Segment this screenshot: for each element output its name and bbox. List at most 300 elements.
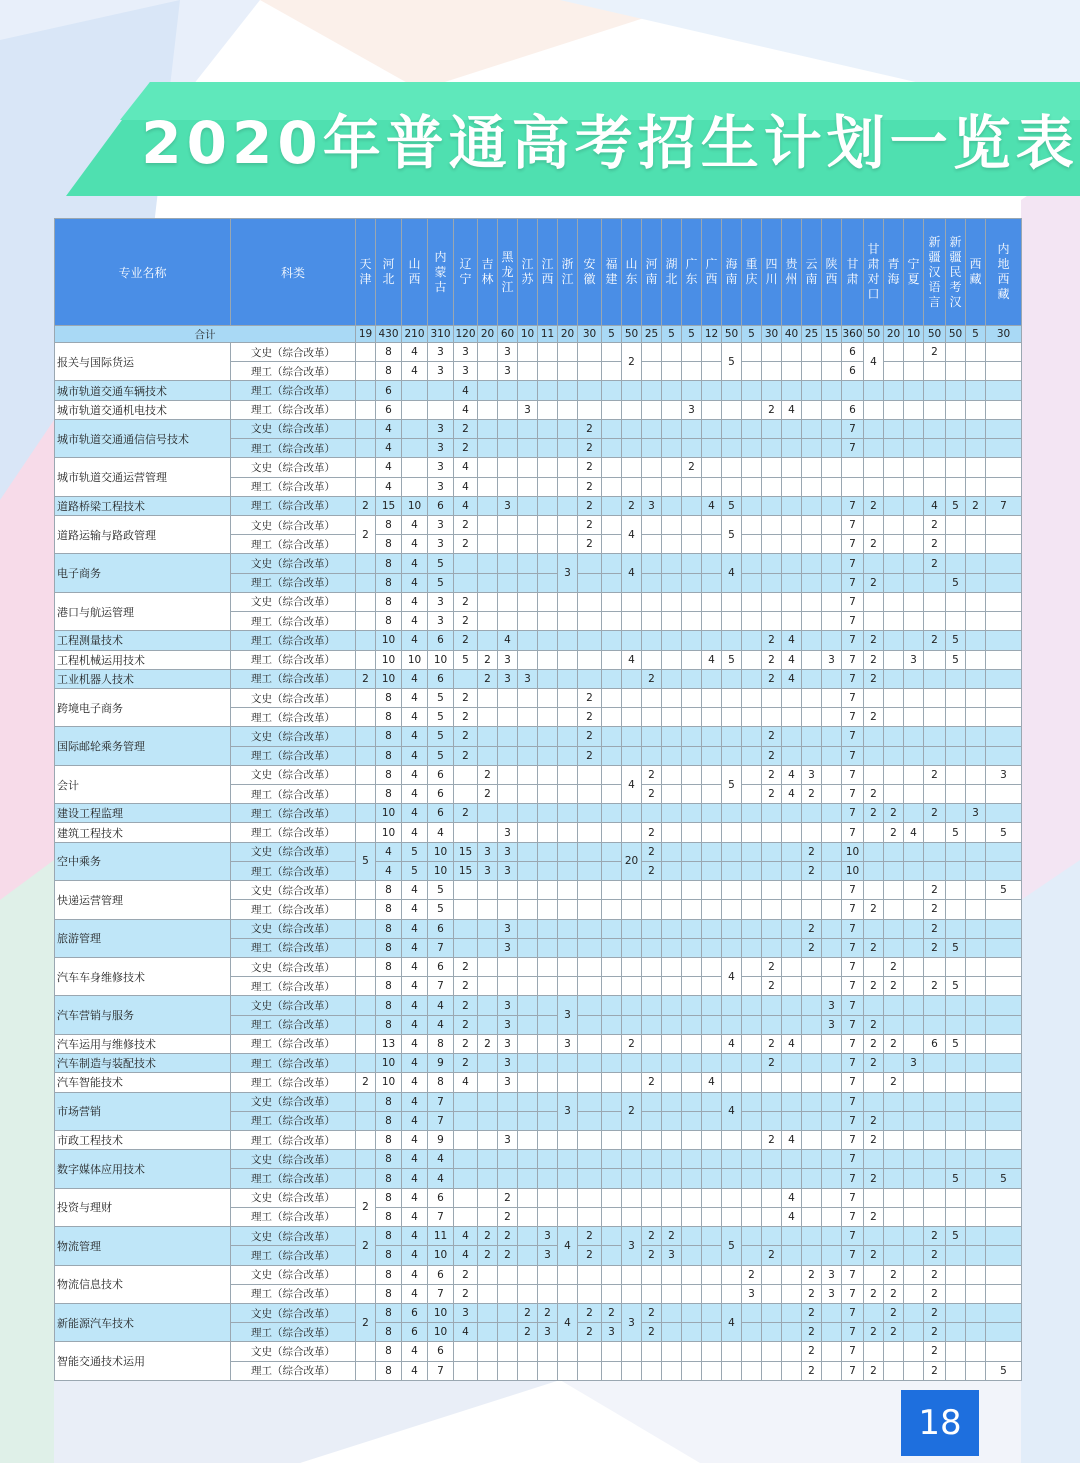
plan-cell	[702, 535, 722, 554]
plan-cell	[802, 804, 822, 823]
plan-cell: 7	[842, 669, 864, 688]
plan-cell	[986, 746, 1022, 765]
plan-cell	[782, 1150, 802, 1169]
plan-cell: 6	[428, 631, 454, 650]
plan-cell	[642, 477, 662, 496]
plan-cell	[966, 439, 986, 458]
plan-cell	[966, 746, 986, 765]
plan-cell	[558, 861, 578, 880]
plan-cell: 4	[402, 631, 428, 650]
plan-cell	[924, 1169, 946, 1188]
plan-cell	[946, 1303, 966, 1322]
plan-cell: 8	[376, 746, 402, 765]
plan-cell: 15	[454, 861, 478, 880]
plan-cell	[356, 688, 376, 707]
plan-cell	[946, 996, 966, 1015]
plan-cell	[622, 1169, 642, 1188]
plan-cell	[602, 1073, 622, 1092]
major-name: 工程机械运用技术	[55, 650, 231, 669]
plan-cell: 5	[986, 823, 1022, 842]
plan-cell: 3	[454, 343, 478, 362]
plan-cell: 6	[924, 1034, 946, 1053]
plan-cell: 4	[702, 1073, 722, 1092]
plan-cell	[822, 1188, 842, 1207]
plan-cell: 2	[762, 1054, 782, 1073]
plan-cell	[478, 1150, 498, 1169]
plan-cell	[986, 688, 1022, 707]
plan-cell	[578, 804, 602, 823]
plan-cell	[602, 362, 622, 381]
plan-cell	[518, 496, 538, 515]
plan-cell	[904, 1130, 924, 1149]
plan-cell: 4	[622, 515, 642, 553]
plan-cell: 3	[558, 554, 578, 592]
plan-cell	[822, 496, 842, 515]
plan-cell	[356, 631, 376, 650]
plan-cell	[762, 1265, 782, 1284]
plan-cell	[602, 592, 622, 611]
plan-cell	[478, 343, 498, 362]
subject-type: 理工（综合改革）	[231, 362, 356, 381]
plan-cell: 7	[842, 804, 864, 823]
plan-cell	[904, 881, 924, 900]
plan-cell	[762, 381, 782, 400]
plan-cell: 4	[402, 592, 428, 611]
plan-cell: 4	[402, 535, 428, 554]
plan-cell	[924, 612, 946, 631]
plan-cell	[986, 592, 1022, 611]
plan-cell: 6	[428, 785, 454, 804]
plan-cell	[802, 1111, 822, 1130]
plan-cell	[682, 1246, 702, 1265]
plan-cell: 2	[578, 477, 602, 496]
plan-cell: 10	[376, 650, 402, 669]
plan-cell	[722, 727, 742, 746]
plan-cell	[966, 938, 986, 957]
plan-cell	[946, 727, 966, 746]
plan-cell: 8	[376, 727, 402, 746]
plan-cell	[602, 1284, 622, 1303]
plan-cell: 2	[578, 419, 602, 438]
total-cell: 50	[924, 326, 946, 343]
plan-cell: 5	[722, 515, 742, 553]
plan-cell	[662, 362, 682, 381]
plan-cell	[702, 1361, 722, 1380]
plan-cell	[602, 996, 622, 1015]
plan-cell	[642, 1015, 662, 1034]
plan-cell	[986, 1150, 1022, 1169]
plan-cell	[782, 496, 802, 515]
plan-cell	[946, 515, 966, 534]
total-cell: 12	[702, 326, 722, 343]
plan-cell: 4	[782, 1207, 802, 1226]
plan-cell	[924, 727, 946, 746]
plan-cell	[622, 996, 642, 1015]
plan-cell	[782, 1361, 802, 1380]
plan-cell	[498, 554, 518, 573]
plan-cell	[742, 650, 762, 669]
plan-cell: 3	[904, 1054, 924, 1073]
plan-cell	[904, 785, 924, 804]
plan-cell	[642, 343, 662, 362]
plan-cell	[782, 881, 802, 900]
plan-cell	[966, 1054, 986, 1073]
plan-cell	[478, 1073, 498, 1092]
subject-type: 理工（综合改革）	[231, 477, 356, 496]
plan-cell	[602, 1034, 622, 1053]
plan-cell: 2	[924, 554, 946, 573]
plan-cell: 3	[802, 765, 822, 784]
plan-cell	[904, 1207, 924, 1226]
plan-cell: 4	[722, 1034, 742, 1053]
plan-cell	[986, 1111, 1022, 1130]
plan-cell	[498, 419, 518, 438]
plan-cell	[356, 938, 376, 957]
plan-cell	[762, 592, 782, 611]
plan-cell	[966, 573, 986, 592]
subject-type: 理工（综合改革）	[231, 1054, 356, 1073]
major-name: 工程测量技术	[55, 631, 231, 650]
plan-cell: 2	[924, 1246, 946, 1265]
plan-cell	[802, 1150, 822, 1169]
plan-cell	[538, 535, 558, 554]
plan-cell: 6	[428, 1342, 454, 1361]
plan-cell: 2	[802, 919, 822, 938]
plan-cell	[622, 1361, 642, 1380]
plan-cell: 2	[864, 650, 884, 669]
plan-cell: 3	[454, 362, 478, 381]
plan-cell: 2	[622, 1092, 642, 1130]
plan-cell	[986, 554, 1022, 573]
plan-cell	[538, 496, 558, 515]
plan-cell	[822, 631, 842, 650]
plan-cell	[924, 419, 946, 438]
plan-cell	[578, 1034, 602, 1053]
plan-cell: 2	[924, 900, 946, 919]
plan-cell: 7	[842, 496, 864, 515]
plan-cell	[904, 1227, 924, 1246]
plan-cell	[722, 1361, 742, 1380]
plan-cell: 2	[924, 977, 946, 996]
plan-cell	[356, 823, 376, 842]
plan-cell	[782, 861, 802, 880]
plan-cell	[924, 1130, 946, 1149]
plan-cell	[802, 343, 822, 362]
header-province: 甘肃	[842, 219, 864, 326]
major-name: 物流信息技术	[55, 1265, 231, 1303]
plan-cell	[662, 458, 682, 477]
plan-cell	[602, 573, 622, 592]
plan-cell	[478, 573, 498, 592]
plan-cell	[702, 343, 722, 362]
plan-cell: 2	[742, 1265, 762, 1284]
plan-cell: 3	[986, 765, 1022, 784]
plan-cell	[742, 419, 762, 438]
plan-cell	[642, 419, 662, 438]
plan-cell	[642, 1130, 662, 1149]
plan-cell	[622, 439, 642, 458]
plan-cell	[558, 688, 578, 707]
plan-cell: 4	[402, 1092, 428, 1111]
plan-cell: 2	[802, 1303, 822, 1322]
plan-cell: 4	[402, 1130, 428, 1149]
plan-cell	[682, 1265, 702, 1284]
plan-cell: 10	[376, 804, 402, 823]
plan-cell	[966, 861, 986, 880]
plan-cell: 2	[924, 881, 946, 900]
header-province: 新疆民考汉	[946, 219, 966, 326]
plan-cell	[682, 1227, 702, 1246]
plan-cell	[822, 823, 842, 842]
plan-cell	[884, 785, 904, 804]
plan-cell: 8	[376, 900, 402, 919]
plan-cell	[986, 1342, 1022, 1361]
plan-cell	[498, 400, 518, 419]
subject-type: 理工（综合改革）	[231, 1073, 356, 1092]
plan-cell	[802, 458, 822, 477]
plan-cell	[662, 1092, 682, 1111]
plan-cell	[762, 919, 782, 938]
plan-cell	[454, 1342, 478, 1361]
plan-cell	[602, 861, 622, 880]
plan-cell	[782, 842, 802, 861]
plan-cell	[602, 554, 622, 573]
plan-cell: 4	[428, 1015, 454, 1034]
plan-cell	[518, 1188, 538, 1207]
plan-cell	[682, 343, 702, 362]
plan-cell	[924, 669, 946, 688]
table-row	[55, 650, 1022, 669]
plan-cell	[622, 823, 642, 842]
plan-cell: 4	[402, 1246, 428, 1265]
plan-cell	[802, 362, 822, 381]
plan-cell	[802, 515, 822, 534]
plan-cell: 4	[402, 823, 428, 842]
plan-cell	[498, 1265, 518, 1284]
plan-cell: 7	[842, 554, 864, 573]
plan-cell: 4	[402, 1111, 428, 1130]
plan-cell	[682, 1303, 702, 1322]
plan-cell	[682, 1169, 702, 1188]
plan-cell	[622, 708, 642, 727]
plan-cell: 2	[454, 515, 478, 534]
header-province: 青海	[884, 219, 904, 326]
plan-cell	[478, 996, 498, 1015]
plan-cell	[966, 669, 986, 688]
plan-cell	[356, 1361, 376, 1380]
plan-cell	[518, 881, 538, 900]
plan-cell: 8	[376, 977, 402, 996]
plan-cell	[518, 708, 538, 727]
plan-cell	[682, 938, 702, 957]
plan-cell	[802, 573, 822, 592]
plan-cell	[538, 881, 558, 900]
page-number: 18	[901, 1390, 979, 1456]
plan-cell	[662, 1303, 682, 1322]
plan-cell	[662, 554, 682, 573]
plan-cell	[538, 1207, 558, 1226]
plan-cell	[884, 439, 904, 458]
total-cell: 310	[428, 326, 454, 343]
plan-cell	[904, 688, 924, 707]
plan-cell	[986, 1265, 1022, 1284]
header-province: 陕西	[822, 219, 842, 326]
plan-cell	[802, 900, 822, 919]
plan-cell: 2	[864, 1284, 884, 1303]
plan-cell: 2	[454, 1015, 478, 1034]
plan-cell	[578, 400, 602, 419]
plan-cell: 3	[428, 439, 454, 458]
plan-cell: 7	[842, 535, 864, 554]
plan-cell	[742, 343, 762, 362]
plan-cell	[782, 1111, 802, 1130]
total-cell: 50	[722, 326, 742, 343]
plan-cell	[986, 842, 1022, 861]
plan-cell	[986, 458, 1022, 477]
plan-cell: 8	[376, 573, 402, 592]
plan-cell	[682, 1150, 702, 1169]
plan-cell	[884, 1227, 904, 1246]
plan-cell	[904, 554, 924, 573]
plan-cell	[924, 477, 946, 496]
total-cell: 40	[782, 326, 802, 343]
subject-type: 文史（综合改革）	[231, 881, 356, 900]
plan-cell	[602, 1111, 622, 1130]
plan-cell: 6	[842, 362, 864, 381]
plan-cell: 2	[802, 938, 822, 957]
plan-cell: 5	[428, 688, 454, 707]
plan-cell: 6	[376, 381, 402, 400]
plan-cell	[742, 381, 762, 400]
plan-cell: 5	[402, 842, 428, 861]
plan-cell	[822, 861, 842, 880]
plan-cell	[498, 1303, 518, 1322]
plan-cell	[682, 439, 702, 458]
plan-cell	[558, 823, 578, 842]
plan-cell	[642, 958, 662, 977]
plan-cell	[538, 823, 558, 842]
plan-cell	[356, 746, 376, 765]
plan-cell	[702, 881, 722, 900]
plan-cell	[518, 592, 538, 611]
plan-cell	[642, 1150, 662, 1169]
plan-cell	[802, 1169, 822, 1188]
plan-cell: 4	[558, 1303, 578, 1341]
plan-cell	[622, 400, 642, 419]
plan-cell: 7	[842, 1111, 864, 1130]
plan-cell: 2	[884, 958, 904, 977]
plan-cell	[946, 688, 966, 707]
plan-cell	[518, 1150, 538, 1169]
plan-cell	[578, 881, 602, 900]
plan-cell	[682, 1284, 702, 1303]
plan-cell: 2	[454, 1265, 478, 1284]
plan-cell	[662, 1034, 682, 1053]
plan-cell	[578, 842, 602, 861]
plan-cell	[924, 381, 946, 400]
plan-cell	[722, 919, 742, 938]
plan-cell	[884, 1342, 904, 1361]
plan-cell: 2	[454, 727, 478, 746]
plan-cell	[356, 900, 376, 919]
plan-cell	[722, 746, 742, 765]
plan-cell: 6	[842, 400, 864, 419]
plan-cell	[356, 1169, 376, 1188]
plan-cell	[864, 592, 884, 611]
subject-type: 文史（综合改革）	[231, 727, 356, 746]
major-name: 道路桥梁工程技术	[55, 496, 231, 515]
plan-cell	[762, 1073, 782, 1092]
plan-cell: 2	[762, 1130, 782, 1149]
plan-cell	[622, 592, 642, 611]
plan-cell	[864, 419, 884, 438]
plan-cell	[518, 1130, 538, 1149]
plan-cell	[946, 1284, 966, 1303]
header-province: 山西	[402, 219, 428, 326]
plan-cell	[454, 573, 478, 592]
plan-cell: 2	[864, 1015, 884, 1034]
plan-cell	[884, 1111, 904, 1130]
plan-cell: 4	[376, 861, 402, 880]
plan-cell	[822, 573, 842, 592]
plan-cell	[662, 958, 682, 977]
plan-cell	[904, 573, 924, 592]
plan-cell	[682, 477, 702, 496]
plan-cell	[662, 919, 682, 938]
plan-cell: 2	[924, 804, 946, 823]
plan-cell	[356, 573, 376, 592]
plan-cell	[946, 1323, 966, 1342]
plan-cell: 3	[966, 804, 986, 823]
plan-cell	[884, 458, 904, 477]
plan-cell	[864, 1227, 884, 1246]
plan-cell	[986, 439, 1022, 458]
plan-cell	[822, 1111, 842, 1130]
plan-cell	[802, 708, 822, 727]
plan-cell	[578, 381, 602, 400]
subject-type: 文史（综合改革）	[231, 1150, 356, 1169]
plan-cell	[682, 727, 702, 746]
plan-cell	[702, 515, 722, 534]
plan-cell	[558, 650, 578, 669]
plan-cell: 2	[642, 785, 662, 804]
plan-cell	[702, 400, 722, 419]
plan-cell	[802, 439, 822, 458]
plan-cell	[356, 1284, 376, 1303]
plan-cell	[518, 343, 538, 362]
plan-cell	[742, 746, 762, 765]
plan-cell: 2	[884, 1073, 904, 1092]
plan-cell	[642, 554, 662, 573]
plan-cell	[558, 477, 578, 496]
subject-type: 文史（综合改革）	[231, 1265, 356, 1284]
total-cell: 11	[538, 326, 558, 343]
plan-cell: 2	[762, 400, 782, 419]
plan-cell	[602, 746, 622, 765]
plan-cell	[558, 1207, 578, 1226]
plan-cell	[702, 1188, 722, 1207]
plan-cell	[864, 458, 884, 477]
plan-cell	[478, 1015, 498, 1034]
subject-type: 文史（综合改革）	[231, 765, 356, 784]
plan-cell	[682, 746, 702, 765]
subject-type: 文史（综合改革）	[231, 458, 356, 477]
plan-cell	[662, 650, 682, 669]
plan-cell	[782, 477, 802, 496]
plan-cell	[478, 958, 498, 977]
plan-cell	[602, 1246, 622, 1265]
plan-cell	[742, 1342, 762, 1361]
